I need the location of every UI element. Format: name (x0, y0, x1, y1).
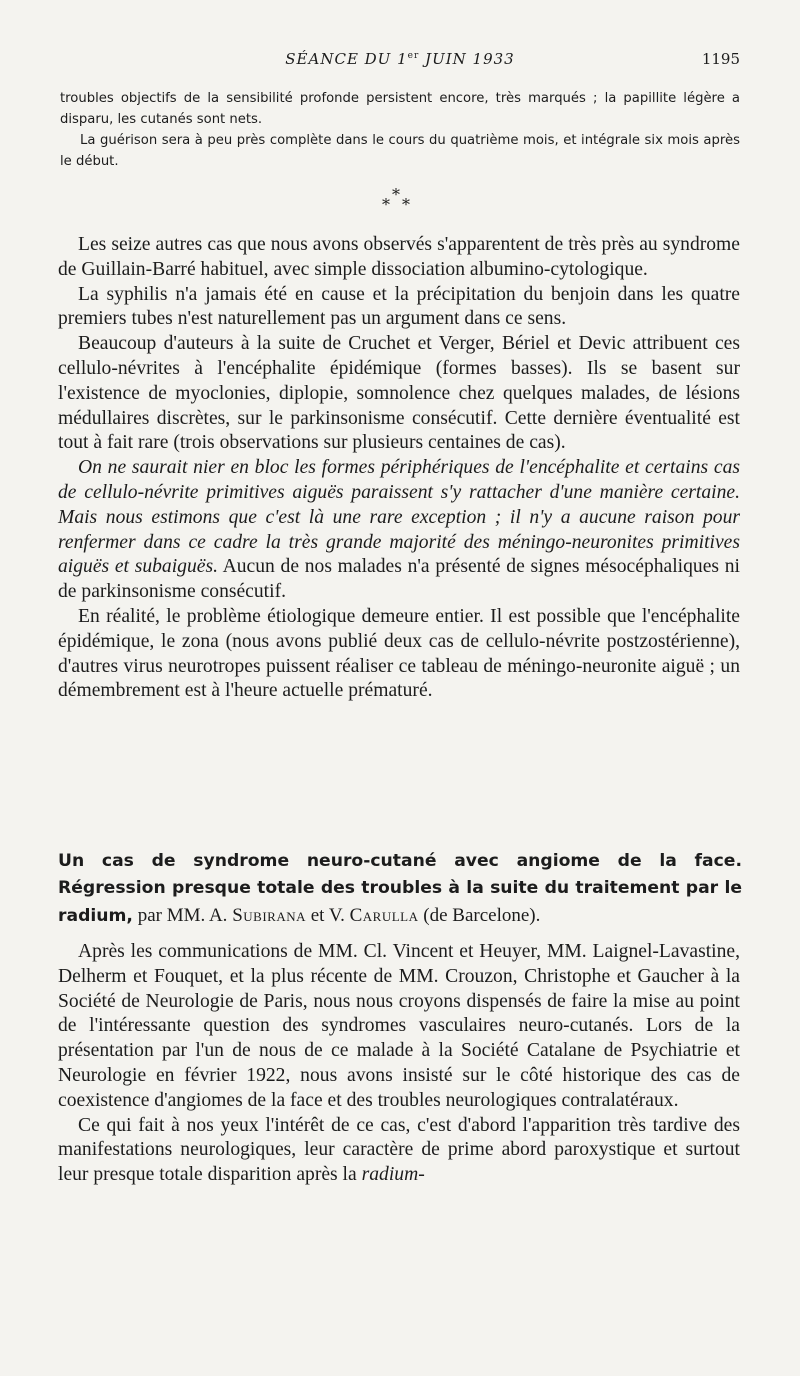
article-paragraph-2-italic: radium- (361, 1164, 425, 1186)
article-paragraph-1: Après les communications de MM. Cl. Vincent et Heuyer, MM. Laignel-Lavastine, Delherm et Fouquet, et la plus récente de MM. Crouzon, Christophe et Gaucher à la Société de Neurologie de Paris, nous nous croyons dispensés de faire la mise au point de l'intéressante question des syndromes vasculaires neuro-cutanés. Lors de la présentation par l'un de nous de ce malade à la Société Catalane de Psychiatrie et Neurologie en février 1922, nous avons insisté sur le côté historique des cas de coexistence d'angiomes de la face et des troubles neurologiques contralatéraux. (58, 941, 740, 1111)
separator-star-right: * (402, 195, 410, 214)
running-header (60, 50, 740, 72)
small-paragraph-1: troubles objectifs de la sensibilité profonde persistent encore, très marqués ; la papillite légère a disparu, les cutanés sont nets. (60, 91, 740, 127)
separator-star-left: * (382, 195, 390, 214)
article-paragraph-2-text: Ce qui fait à nos yeux l'intérêt de ce cas, c'est d'abord l'apparition très tardive des manifestations neurologiques, leur caractère de prime abord paroxystique et surtout leur presque totale disparition après la (58, 1114, 740, 1186)
paragraph-4-rest: Aucun de nos malades n'a présenté de signes mésocéphaliques ni de parkinsonisme consécutif. (58, 556, 740, 603)
continued-paragraph (60, 88, 740, 172)
author-2: Carulla (349, 905, 419, 926)
article-byline (133, 905, 540, 926)
paragraph-4-italic: On ne saurait nier en bloc les formes périphériques de l'encéphalite et certains cas de cellulo-névrite primitives aiguës paraissent s'y rattacher d'une manière certaine. Mais nous estimons que c'est là une rare exception ; il n'y a aucune raison pour renfermer dans ce cadre la très grande majorité des méningo-neuronites primitives aiguës et subaiguës. (58, 457, 740, 578)
affiliation: (de Barcelone). (418, 905, 541, 926)
separator-star-top: * (392, 185, 400, 204)
discussion-section (58, 233, 740, 704)
title-suffix: JUIN 1933 (419, 50, 515, 68)
article-paragraph-2 (58, 1114, 740, 1188)
article-title: Un cas de syndrome neuro-cutané avec angiome de la face. Régression presque totale des troubles à la suite du traitement par le radium, (58, 851, 742, 926)
page-number: 1195 (701, 50, 740, 68)
title-superscript: er (407, 51, 420, 61)
title-prefix: SÉANCE DU 1 (285, 50, 408, 68)
section-separator (360, 185, 440, 215)
byline-and: et V. (305, 905, 350, 926)
paragraph-3: Beaucoup d'auteurs à la suite de Cruchet et Verger, Bériel et Devic attribuent ces cellulo-névrites à l'encéphalite épidémique (formes basses). Ils se basent sur l'existence de myoclonies, diplopie, somnolence chez quelques malades, de lésions médullaires discrètes, sur le parkinsonisme consécutif. Cette dernière éventualité est tout à fait rare (trois observations sur plusieurs centaines de cas). (58, 333, 740, 454)
article-body (58, 940, 740, 1188)
author-1: Subirana (232, 905, 306, 926)
byline-by: par MM. A. (132, 905, 233, 926)
running-title (60, 50, 740, 68)
small-paragraph-2: La guérison sera à peu près complète dans le cours du quatrième mois, et intégrale six mois après le début. (60, 133, 740, 169)
paragraph-2: La syphilis n'a jamais été en cause et la précipitation du benjoin dans les quatre premiers tubes n'est naturellement pas un argument dans ce sens. (58, 283, 740, 330)
paragraph-4 (58, 456, 740, 605)
paragraph-5: En réalité, le problème étiologique demeure entier. Il est possible que l'encéphalite épidémique, le zona (nous avons publié deux cas de cellulo-névrite postzostérienne), d'autres virus neurotropes puissent réaliser ce tableau de méningo-neuronite aiguë ; un démembrement est à l'heure actuelle prématuré. (58, 605, 740, 702)
paragraph-1: Les seize autres cas que nous avons observés s'apparentent de très près au syndrome de Guillain-Barré habituel, avec simple dissociation albumino-cytologique. (58, 234, 740, 280)
article-heading (58, 848, 742, 930)
